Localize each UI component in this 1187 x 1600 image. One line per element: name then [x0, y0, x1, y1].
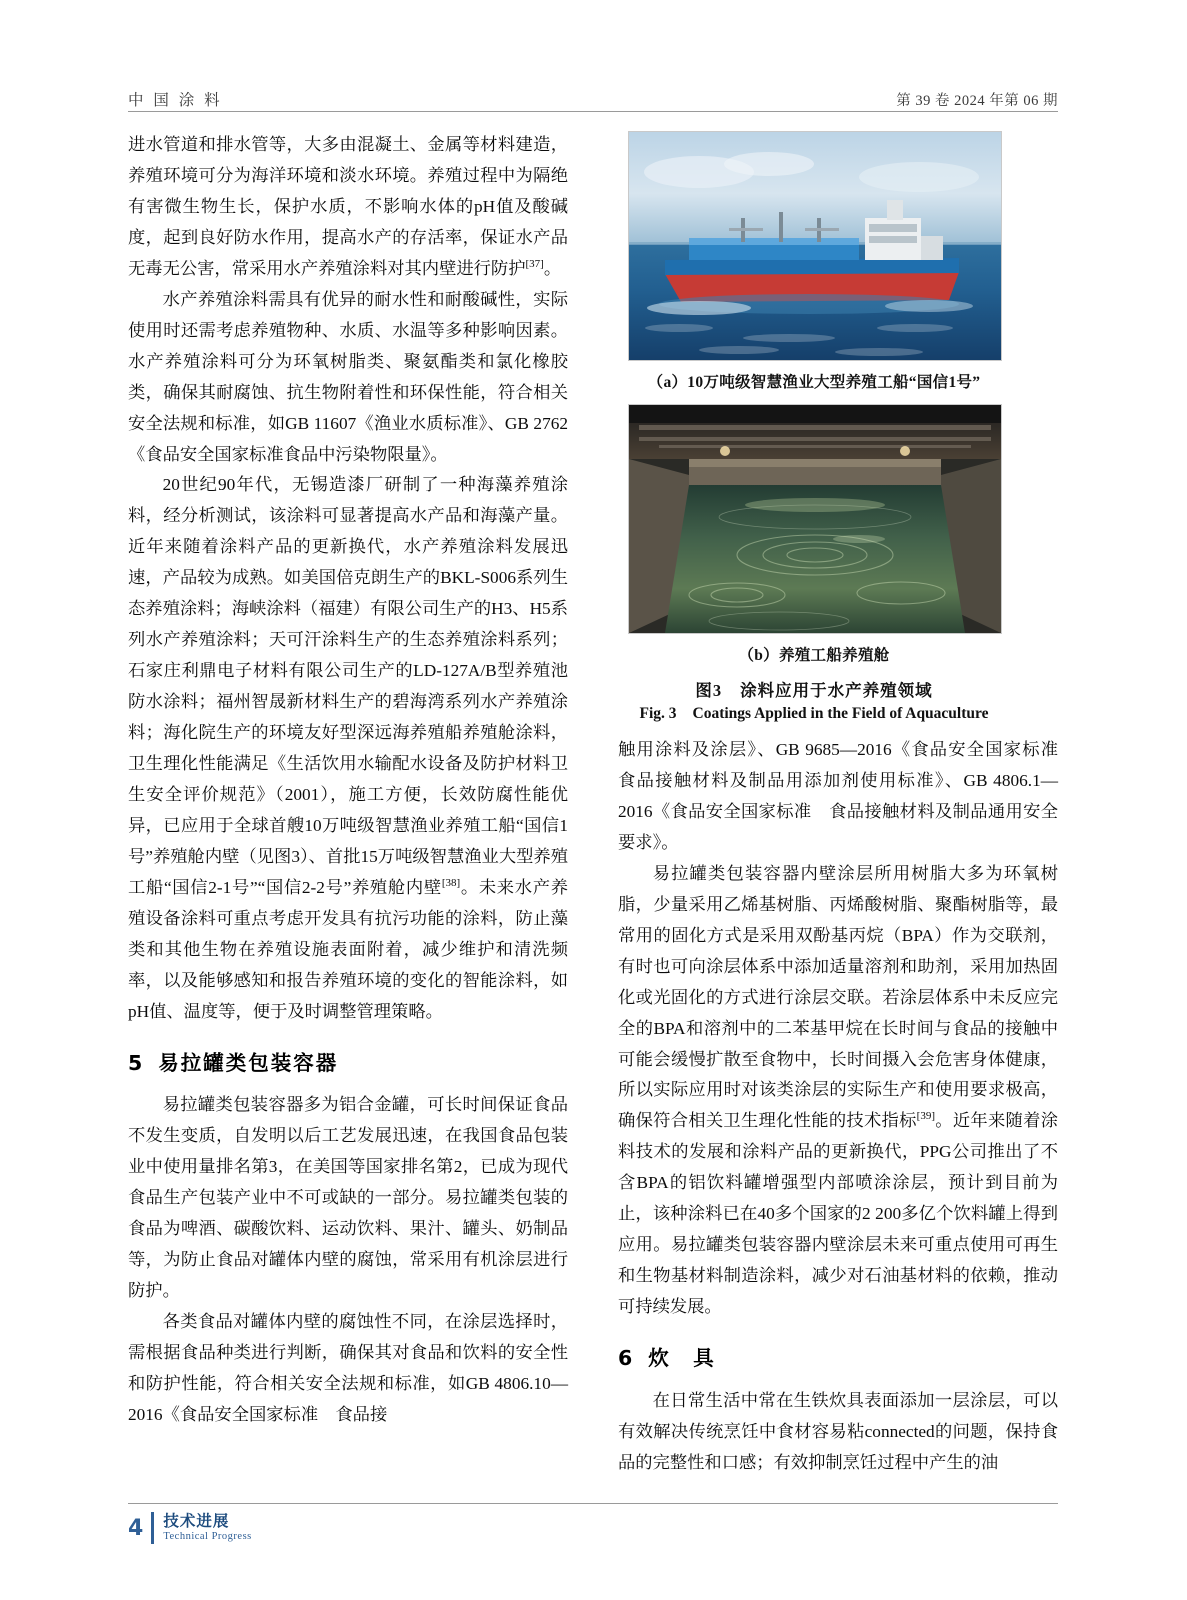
footer-accent-bar	[151, 1512, 154, 1544]
footer-divider	[128, 1503, 1058, 1504]
paragraph-cookware: 在日常生活中常在生铁炊具表面添加一层涂层，可以有效解决传统烹饪中食材容易粘connected的问题，保持食品的完整性和口感；有效抑制烹饪过程中产生的油	[618, 1390, 1058, 1472]
section-number-6: 6	[618, 1346, 635, 1371]
page-footer	[128, 1503, 1058, 1544]
figure-3b-caption: （b）养殖工船养殖舱	[738, 647, 890, 664]
figure-3-title-cn	[628, 677, 1000, 701]
paragraph-can-packaging-1: 易拉罐类包装容器多为铝合金罐，可长时间保证食品不发生变质，自发明以后工艺发展迅速，在我国食品包装业中使用量排名第3，在美国等国家排名第2，已成为现代食品生产包装产业中不可或缺的一部分。易拉罐类包装的食品为啤酒、碳酸饮料、运动饮料、果汁、罐头、奶制品等，为防止食品对罐体内壁的腐蚀，常采用有机涂层进行防护。	[128, 1095, 568, 1301]
paragraph-standards: 触用涂料及涂层》、GB 9685—2016《食品安全国家标准 食品接触材料及制品用添加剂使用标准》、GB 4806.1—2016《食品安全国家标准 食品接触材料及制品通用安全要求》。	[618, 740, 1076, 852]
issue-info: 第 39 卷 2024 年第 06 期	[896, 93, 1058, 109]
left-text-column	[128, 130, 568, 1431]
reference-marker-38: [38]	[441, 877, 461, 890]
page-header	[128, 80, 1058, 110]
figure-3-title-en	[628, 705, 1000, 723]
paragraph-can-packaging-2: 各类食品对罐体内壁的腐蚀性不同，在涂层选择时，需根据食品种类进行判断，确保其对食品和饮料的安全性和防护性能，符合相关安全法规和标准，如GB 4806.10—2016《食品安全国家标准 食品接	[128, 1312, 568, 1424]
figure-3-block	[628, 131, 1000, 723]
section-heading-5	[128, 1045, 568, 1082]
paragraph-tail: 。近年来随着涂料技术的发展和涂料产品的更新换代，PPG公司推出了不含BPA的铝饮料罐增强型内部喷涂涂层，预计到目前为止，该种涂料已在40多个国家的2 200多亿个饮料罐上得到应用。易拉罐类包装容器内壁涂层未来可重点使用可再生和生物基材料制造涂料，减少对石油基材料的依赖，推动可持续发展。	[618, 1111, 1058, 1317]
right-text-column	[618, 735, 1076, 1479]
section-title-5: 易拉罐类包装容器	[158, 1050, 339, 1075]
paragraph-tail: 。未来水产养殖设备涂料可重点考虑开发具有抗污功能的涂料，防止藻类和其他生物在养殖设施表面附着，减少维护和清洗频率，以及能够感知和报告养殖环境的变化的智能涂料，如pH值、温度等，便于及时调整管理策略。	[128, 877, 568, 1021]
paragraph-text: 20世纪90年代，无锡造漆厂研制了一种海藻养殖涂料，经分析测试，该涂料可显著提高水产品和海藻产量。近年来随着涂料产品的更新换代，水产养殖涂料发展迅速，产品较为成熟。如美国倍克朗生产的BKL-S006系列生态养殖涂料；海峡涂料（福建）有限公司生产的H3、H5系列水产养殖涂料；天可汗涂料生产的生态养殖涂料系列；石家庄利鼎电子材料有限公司生产的LD-127A/B型养殖池防水涂料；福州智晟新材料生产的碧海湾系列水产养殖涂料；海化院生产的环境友好型深远海养殖船养殖舱涂料，卫生理化性能满足《生活饮用水输配水设备及防护材料卫生安全评价规范》（2001），施工方便，长效防腐性能优异，已应用于全球首艘10万吨级智慧渔业养殖工船“国信1号”养殖舱内壁（见图3）、首批15万吨级智慧渔业大型养殖工船“国信2-1号”“国信2-2号”养殖舱内壁	[128, 475, 568, 897]
figure-3-text-en: Coatings Applied in the Field of Aquaculture	[692, 705, 989, 722]
figure-3-text-cn: 涂料应用于水产养殖领域	[740, 681, 933, 700]
footer-section-label-en: Technical Progress	[163, 1530, 252, 1542]
paragraph-continued	[128, 130, 568, 285]
paragraph-tail: 。	[543, 258, 562, 278]
figure-3a-caption: （a）10万吨级智慧渔业大型养殖工船“国信1号”	[647, 374, 981, 391]
paragraph-aquaculture-coating: 水产养殖涂料需具有优异的耐水性和耐酸碱性，实际使用时还需考虑养殖物种、水质、水温等多种影响因素。水产养殖涂料可分为环氧树脂类、聚氨酯类和氯化橡胶类，确保其耐腐蚀、抗生物附着性和环保性能，符合相关安全法规和标准，如GB 11607《渔业水质标准》、GB 2762《食品安全国家标准食品中污染物限量》。	[128, 289, 568, 464]
figure-3a-image	[628, 131, 1000, 361]
section-heading-6	[618, 1340, 1058, 1377]
figure-3b-image	[628, 404, 1000, 634]
paragraph-text: 进水管道和排水管等，大多由混凝土、金属等材料建造，养殖环境可分为海洋环境和淡水环境。养殖过程中为隔绝有害微生物生长，保护水质，不影响水体的pH值及酸碱度，起到良好防水作用，提高水产的存活率，保证水产品无毒无公害，常采用水产养殖涂料对其内壁进行防护	[128, 135, 568, 278]
header-divider	[128, 111, 1058, 112]
journal-name: 中 国 涂 料	[128, 92, 223, 109]
footer-section-label-cn: 技术进展	[163, 1513, 230, 1531]
paragraph-history	[128, 470, 568, 1027]
section-title-6: 炊 具	[648, 1346, 716, 1371]
reference-marker-39: [39]	[916, 1110, 935, 1123]
figure-3-label-cn: 图3	[695, 681, 723, 700]
page-number: 4	[128, 1515, 144, 1541]
reference-marker-37: [37]	[525, 258, 544, 271]
section-number-5: 5	[128, 1050, 145, 1075]
figure-3-label-en: Fig. 3	[639, 705, 677, 722]
paragraph-text: 易拉罐类包装容器内壁涂层所用树脂大多为环氧树脂，少量采用乙烯基树脂、丙烯酸树脂、聚酯树脂等，最常用的固化方式是采用双酚基丙烷（BPA）作为交联剂，有时也可向涂层体系中添加适量溶剂和助剂，采用加热固化或光固化的方式进行涂层交联。若涂层体系中未反应完全的BPA和溶剂中的二苯基甲烷在长时间与食品的接触中可能会缓慢扩散至食物中，长时间摄入会危害身体健康，所以实际应用时对该类涂层的实际生产和使用要求极高，确保符合相关卫生理化性能的技术指标	[618, 863, 1058, 1131]
paragraph-can-resin	[618, 859, 1058, 1323]
